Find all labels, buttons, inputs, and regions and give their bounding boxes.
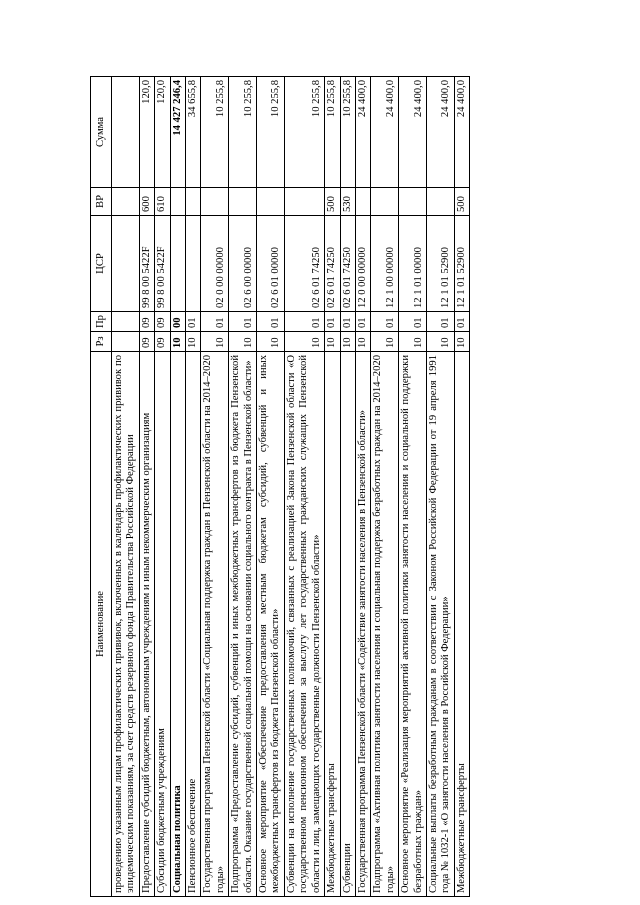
header-rz: Рз xyxy=(91,332,112,352)
cell-sum: 14 427 246,4 xyxy=(170,77,185,188)
cell-pr: 09 xyxy=(139,312,154,332)
cell-vr xyxy=(229,188,257,216)
table-row xyxy=(112,77,140,897)
cell-vr: 610 xyxy=(155,188,170,216)
cell-name: Подпрограмма «Предоставление субсидий, субвенций и иных межбюджетных трансфертов из бюджета Пензенской области. Оказание государственной социальной помощи на основании социального контракта в Пензенской области» xyxy=(229,352,257,897)
cell-name: Субсидии бюджетным учреждениям xyxy=(155,352,170,897)
cell-rz: 10 xyxy=(186,332,201,352)
cell-pr: 01 xyxy=(340,312,355,332)
cell-vr: 500 xyxy=(454,188,469,216)
cell-pr: 01 xyxy=(325,312,340,332)
cell-name: Государственная программа Пензенской области «Социальная поддержка граждан в Пензенской области на 2014–2020 годы» xyxy=(201,352,229,897)
cell-sum: 120,0 xyxy=(155,77,170,188)
cell-sum: 34 655,8 xyxy=(186,77,201,188)
cell-rz: 10 xyxy=(399,332,427,352)
cell-pr: 01 xyxy=(229,312,257,332)
cell-rz: 10 xyxy=(170,332,185,352)
table-row xyxy=(139,77,154,897)
header-pr: Пр xyxy=(91,312,112,332)
cell-csr: 02 6 01 00000 xyxy=(257,216,285,312)
header-csr: ЦСР xyxy=(91,216,112,312)
cell-csr: 02 6 01 74250 xyxy=(325,216,340,312)
table-row xyxy=(340,77,355,897)
cell-name: Основное мероприятие «Реализация мероприятий активной политики занятости населения и социальной поддержки безработных граждан» xyxy=(399,352,427,897)
cell-rz: 10 xyxy=(371,332,399,352)
cell-sum: 120,0 xyxy=(139,77,154,188)
budget-table xyxy=(90,76,470,897)
cell-pr: 01 xyxy=(257,312,285,332)
cell-vr xyxy=(201,188,229,216)
cell-name: Предоставление субсидий бюджетным, автономным учреждениям и иным некоммерческим организациям xyxy=(139,352,154,897)
cell-name: проведению указанным лицам профилактических прививок, включенных в календарь профилактических прививок по эпидемическим показаниям, за счет средств резервного фонда Правительства Российской Федерации xyxy=(112,352,140,897)
cell-pr: 00 xyxy=(170,312,185,332)
table-row xyxy=(170,77,185,897)
cell-name: Социальная политика xyxy=(170,352,185,897)
cell-vr xyxy=(355,188,370,216)
table-row xyxy=(257,77,285,897)
cell-rz xyxy=(112,332,140,352)
table-row xyxy=(201,77,229,897)
cell-vr xyxy=(426,188,454,216)
cell-vr: 500 xyxy=(325,188,340,216)
cell-vr xyxy=(399,188,427,216)
table-row xyxy=(399,77,427,897)
table-row xyxy=(355,77,370,897)
cell-pr: 01 xyxy=(426,312,454,332)
cell-csr: 99 8 00 5422F xyxy=(155,216,170,312)
header-sum: Сумма xyxy=(91,77,112,188)
cell-csr xyxy=(186,216,201,312)
cell-csr: 02 6 01 74250 xyxy=(284,216,324,312)
table-row xyxy=(426,77,454,897)
cell-name: Субвенции на исполнение государственных полномочий, связанных с реализацией Закона Пензенской области «О государственном пенсионном обеспечении за выслугу лет государственных гражданских служащих Пензенской области и лиц, замещающих государственные должности Пензенской области» xyxy=(284,352,324,897)
cell-csr xyxy=(112,216,140,312)
table-row xyxy=(284,77,324,897)
cell-rz: 10 xyxy=(201,332,229,352)
table-body xyxy=(112,77,470,897)
cell-name: Межбюджетные трансферты xyxy=(454,352,469,897)
cell-csr: 12 1 01 52900 xyxy=(454,216,469,312)
cell-vr: 530 xyxy=(340,188,355,216)
cell-csr: 12 1 01 00000 xyxy=(399,216,427,312)
table-row xyxy=(186,77,201,897)
table-row xyxy=(371,77,399,897)
cell-sum xyxy=(112,77,140,188)
cell-rz: 10 xyxy=(325,332,340,352)
cell-vr xyxy=(112,188,140,216)
cell-vr xyxy=(186,188,201,216)
table-row xyxy=(229,77,257,897)
cell-csr: 02 6 01 74250 xyxy=(340,216,355,312)
cell-rz: 10 xyxy=(284,332,324,352)
cell-name: Социальные выплаты безработным гражданам в соответствии с Законом Российской Федерации от 19 апреля 1991 года № 1032-1 «О занятости населения в Российской Федерации» xyxy=(426,352,454,897)
cell-csr: 12 0 00 00000 xyxy=(355,216,370,312)
cell-pr: 09 xyxy=(155,312,170,332)
cell-name: Основное мероприятие «Обеспечение предоставления местным бюджетам субсидий, субвенций и иных межбюджетных трансфертов из бюджета Пензенской области» xyxy=(257,352,285,897)
cell-rz: 10 xyxy=(454,332,469,352)
cell-sum: 24 400,0 xyxy=(355,77,370,188)
cell-vr xyxy=(257,188,285,216)
cell-rz: 10 xyxy=(229,332,257,352)
cell-vr xyxy=(170,188,185,216)
cell-rz: 10 xyxy=(355,332,370,352)
table-row xyxy=(325,77,340,897)
cell-sum: 24 400,0 xyxy=(399,77,427,188)
cell-rz: 10 xyxy=(340,332,355,352)
cell-name: Межбюджетные трансферты xyxy=(325,352,340,897)
cell-name: Субвенции xyxy=(340,352,355,897)
cell-sum: 10 255,8 xyxy=(325,77,340,188)
cell-sum: 10 255,8 xyxy=(201,77,229,188)
table-row xyxy=(155,77,170,897)
cell-pr: 01 xyxy=(371,312,399,332)
cell-csr xyxy=(170,216,185,312)
cell-pr: 01 xyxy=(454,312,469,332)
cell-sum: 10 255,8 xyxy=(340,77,355,188)
cell-rz: 09 xyxy=(139,332,154,352)
cell-csr: 12 1 00 00000 xyxy=(371,216,399,312)
cell-csr: 02 0 00 00000 xyxy=(201,216,229,312)
cell-vr: 600 xyxy=(139,188,154,216)
cell-rz: 10 xyxy=(257,332,285,352)
cell-csr: 02 6 00 00000 xyxy=(229,216,257,312)
cell-pr: 01 xyxy=(399,312,427,332)
cell-sum: 10 255,8 xyxy=(284,77,324,188)
cell-sum: 24 400,0 xyxy=(371,77,399,188)
cell-sum: 24 400,0 xyxy=(454,77,469,188)
cell-sum: 24 400,0 xyxy=(426,77,454,188)
cell-vr xyxy=(284,188,324,216)
cell-csr: 99 8 00 5422F xyxy=(139,216,154,312)
cell-sum: 10 255,8 xyxy=(257,77,285,188)
cell-sum: 10 255,8 xyxy=(229,77,257,188)
header-name: Наименование xyxy=(91,352,112,897)
header-vr: ВР xyxy=(91,188,112,216)
cell-vr xyxy=(371,188,399,216)
cell-pr xyxy=(112,312,140,332)
cell-rz: 10 xyxy=(426,332,454,352)
cell-name: Подпрограмма «Активная политика занятости населения и социальная поддержка безработных граждан на 2014–2020 годы» xyxy=(371,352,399,897)
cell-csr: 12 1 01 52900 xyxy=(426,216,454,312)
cell-name: Пенсионное обеспечение xyxy=(186,352,201,897)
cell-rz: 09 xyxy=(155,332,170,352)
cell-pr: 01 xyxy=(186,312,201,332)
cell-name: Государственная программа Пензенской области «Содействие занятости населения в Пензенской области» xyxy=(355,352,370,897)
cell-pr: 01 xyxy=(201,312,229,332)
cell-pr: 01 xyxy=(284,312,324,332)
table-header-row xyxy=(91,77,112,897)
table-row xyxy=(454,77,469,897)
cell-pr: 01 xyxy=(355,312,370,332)
